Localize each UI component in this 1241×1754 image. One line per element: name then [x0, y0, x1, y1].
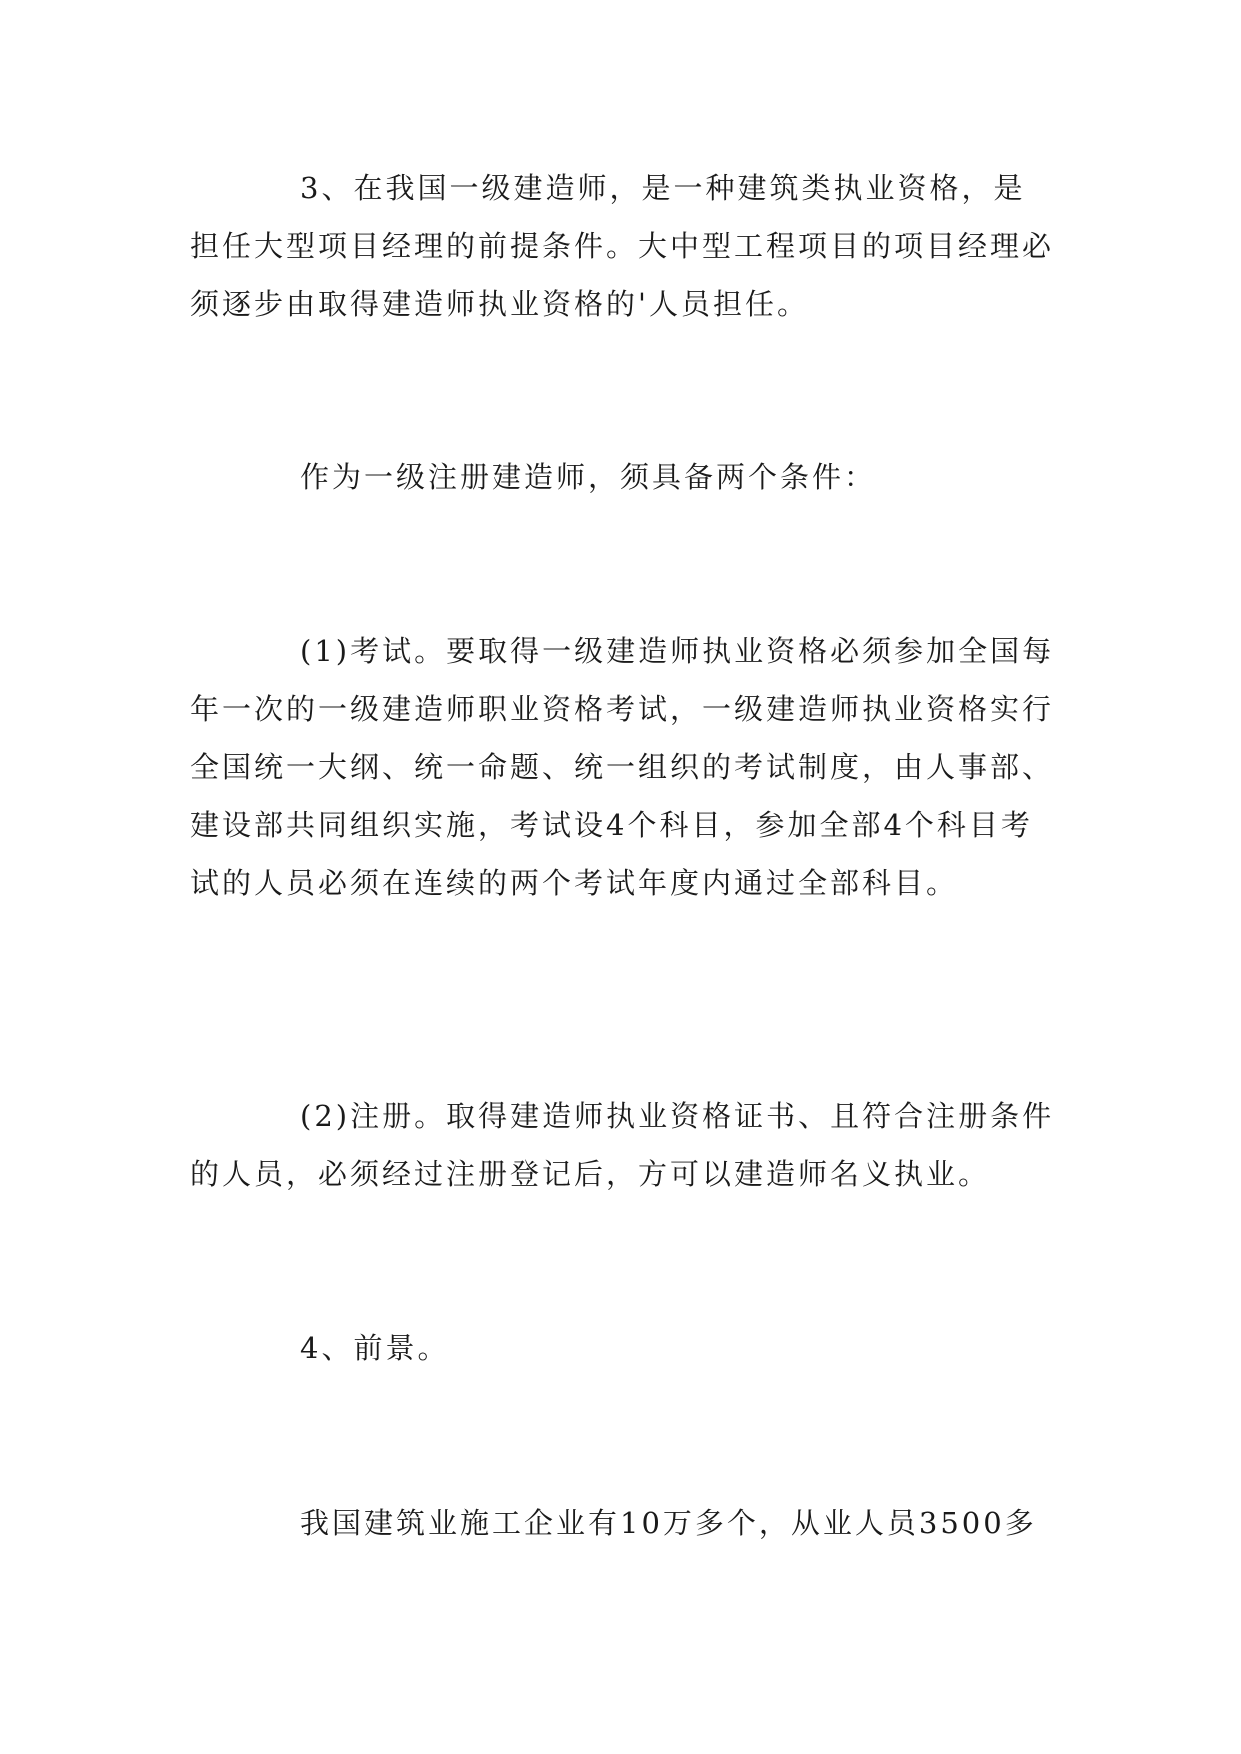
paragraph-two-conditions: 作为一级注册建造师，须具备两个条件：: [300, 460, 877, 494]
paragraph-registration-condition: (2)注册。取得建造师执业资格证书、且符合注册条件的人员，必须经过注册登记后，方可以建造师名义执业。: [190, 1099, 1055, 1191]
paragraph-qualification-intro: 3、在我国一级建造师，是一种建筑类执业资格，是担任大型项目经理的前提条件。大中型工程项目的项目经理必须逐步由取得建造师执业资格的'人员担任。: [190, 171, 1055, 321]
paragraph-prospects-heading: 4、前景。: [300, 1331, 450, 1365]
paragraph-exam-condition: (1)考试。要取得一级建造师执业资格必须参加全国每年一次的一级建造师职业资格考试，一级建造师执业资格实行全国统一大纲、统一命题、统一组织的考试制度，由人事部、建设部共同组织实施，考试设4个科目，参加全部4个科目考试的人员必须在连续的两个考试年度内通过全部科目。: [190, 634, 1055, 900]
paragraph-industry-stats: 我国建筑业施工企业有10万多个，从业人员3500多: [300, 1506, 1037, 1540]
